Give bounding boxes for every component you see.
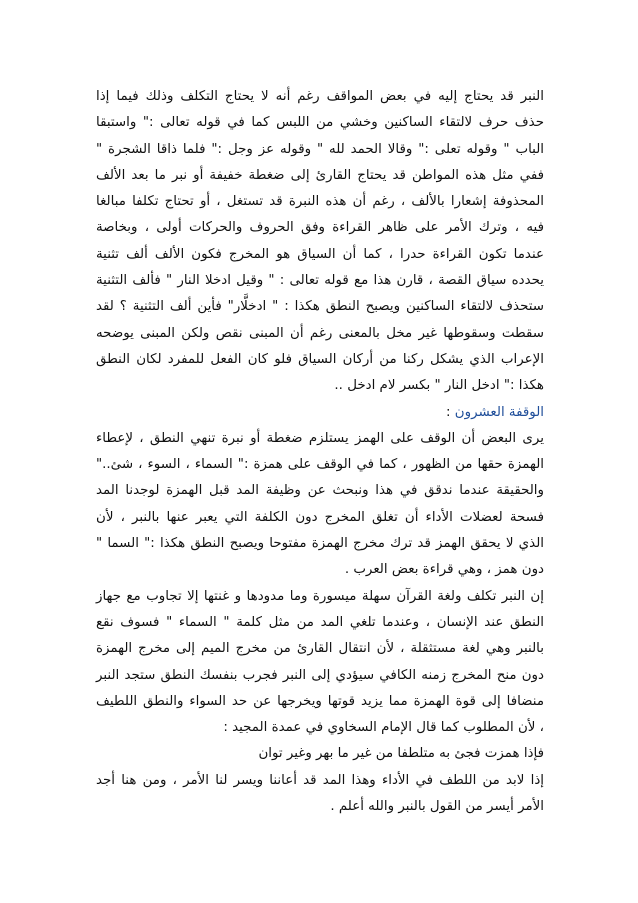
line-text: فإذا همزت فجئ به متلطفا من غير ما بهر وغير توان (258, 746, 544, 762)
text-line (96, 163, 544, 189)
text-line (96, 505, 544, 531)
line-text: يحدده سياق القصة ، قارن هذا مع قوله تعالى : " وقيل ادخلا النار " فألف التثنية (96, 273, 544, 289)
line-text: الأمر أيسر من القول بالنبر والله أعلم . (330, 799, 544, 815)
line-text: الباب " وقوله تعلى :" وقالا الحمد لله " وقوله عز وجل :" فلما ذاقا الشجرة " (96, 141, 544, 157)
line-text: ، لأن المطلوب كما قال الإمام السخاوي في عمدة المجيد : (223, 720, 544, 736)
line-text: يرى البعض أن الوقف على الهمز يستلزم ضغطة أو نبرة تنهي النطق ، لإعطاء (96, 430, 544, 446)
text-line (96, 373, 544, 399)
line-text: عندما تكون القراءة حدرا ، كما أن السياق هو المخرج فكون الألف ألف تثنية (96, 246, 544, 262)
text-line (96, 294, 544, 320)
line-text: فيه ، وترك الأمر على ظاهر القراءة وفق الحروف والحركات أولى ، وبخاصة (96, 220, 544, 236)
section-heading: الوقفة العشرون (454, 404, 544, 420)
line-text: دون همز ، وهي قراءة بعض العرب . (344, 562, 544, 578)
text-line (96, 189, 544, 215)
line-text: والحقيقة عندما ندقق في هذا ونبحث عن وظيفة المد قبل الهمزة لوجدنا المد (96, 483, 544, 499)
text-line (96, 557, 544, 583)
line-text: ففي مثل هذه المواطن قد يحتاج القارئ إلى ضغطة خفيفة أو نبر ما بعد الألف (96, 167, 544, 183)
line-text: إذا لابد من اللطف في الأداء وهذا المد قد أعاننا ويسر لنا الأمر ، ومن هنا أجد (96, 772, 544, 788)
line-text: سقطت وسقوطها غير مخل بالمعنى رغم أن المبنى نقص ولكن المبنى يوضحه (96, 325, 544, 341)
text-line (96, 689, 544, 715)
line-text: بالنبر وهي لغة مستثقلة ، لأن انتقال القارئ من مخرج الميم إلى مخرج الهمزة (96, 641, 544, 657)
line-text: النطق عند الإنسان ، وعندما تلغي المد من مثل كلمة " السماء " فسوف نقع (96, 614, 544, 630)
text-line (96, 452, 544, 478)
text-line (96, 242, 544, 268)
line-text: فسحة لعضلات الأداء أن تغلق المخرج دون الكلفة التي يعبر عنها بالنبر ، لأن (96, 509, 544, 525)
line-text: هكذا :" ادخل النار " بكسر لام ادخل .. (334, 378, 544, 394)
line-text: الهمزة حقها من الظهور ، كما في الوقف على همزة :" السماء ، السوء ، شئ.." (96, 457, 544, 473)
line-text: الإعراب الذي يشكل ركنا من أركان السياق فلو كان الفعل للمفرد لكان النطق (96, 351, 544, 367)
text-line (96, 794, 544, 820)
line-text: منضافا إلى قوة الهمزة مما يزيد قوتها ويخرجها عن حد السواء والنطق اللطيف (96, 693, 544, 709)
heading-colon: : (445, 404, 455, 420)
line-text: إن النبر تكلف ولغة القرآن سهلة ميسورة وما مدودها و غنتها إلا تجاوب مع جهاز (96, 588, 544, 604)
line-text: حذف حرف لالتقاء الساكنين وخشي من اللبس كما في قوله تعالى :" واستبقا (96, 115, 544, 131)
text-line (96, 347, 544, 373)
line-text: النبر قد يحتاج إليه في بعض المواقف رغم أنه لا يحتاج التكلف وذلك فيما إذا (96, 89, 544, 104)
text-line (96, 321, 544, 347)
text-line (96, 610, 544, 636)
text-line (96, 84, 544, 110)
text-line (96, 663, 544, 689)
text-line (96, 426, 544, 452)
section-heading-line (96, 400, 544, 426)
text-line (96, 531, 544, 557)
document-body (96, 84, 544, 820)
text-line (96, 741, 544, 767)
line-text: الذي لا يحقق الهمز قد ترك مخرج الهمزة مفتوحا ويصبح النطق هكذا :" السما " (96, 536, 544, 552)
text-line (96, 137, 544, 163)
text-line (96, 110, 544, 136)
text-line (96, 215, 544, 241)
text-line (96, 268, 544, 294)
text-line (96, 478, 544, 504)
text-line (96, 636, 544, 662)
text-line (96, 715, 544, 741)
text-line (96, 768, 544, 794)
line-text: دون منح المخرج زمنه الكافي سيؤدي إلى النبر فجرب بنفسك النطق ستجد النبر (96, 667, 544, 683)
text-line (96, 584, 544, 610)
line-text: المحذوفة إشعارا بالألف ، رغم أن هذه النبرة قد تستغل ، أو تحتاج تكلفا مبالغا (96, 194, 544, 210)
line-text: ستحذف لالتقاء الساكنين ويصبح النطق هكذا : " ادخلَّار" فأين ألف التثنية ؟ لقد (96, 299, 544, 315)
